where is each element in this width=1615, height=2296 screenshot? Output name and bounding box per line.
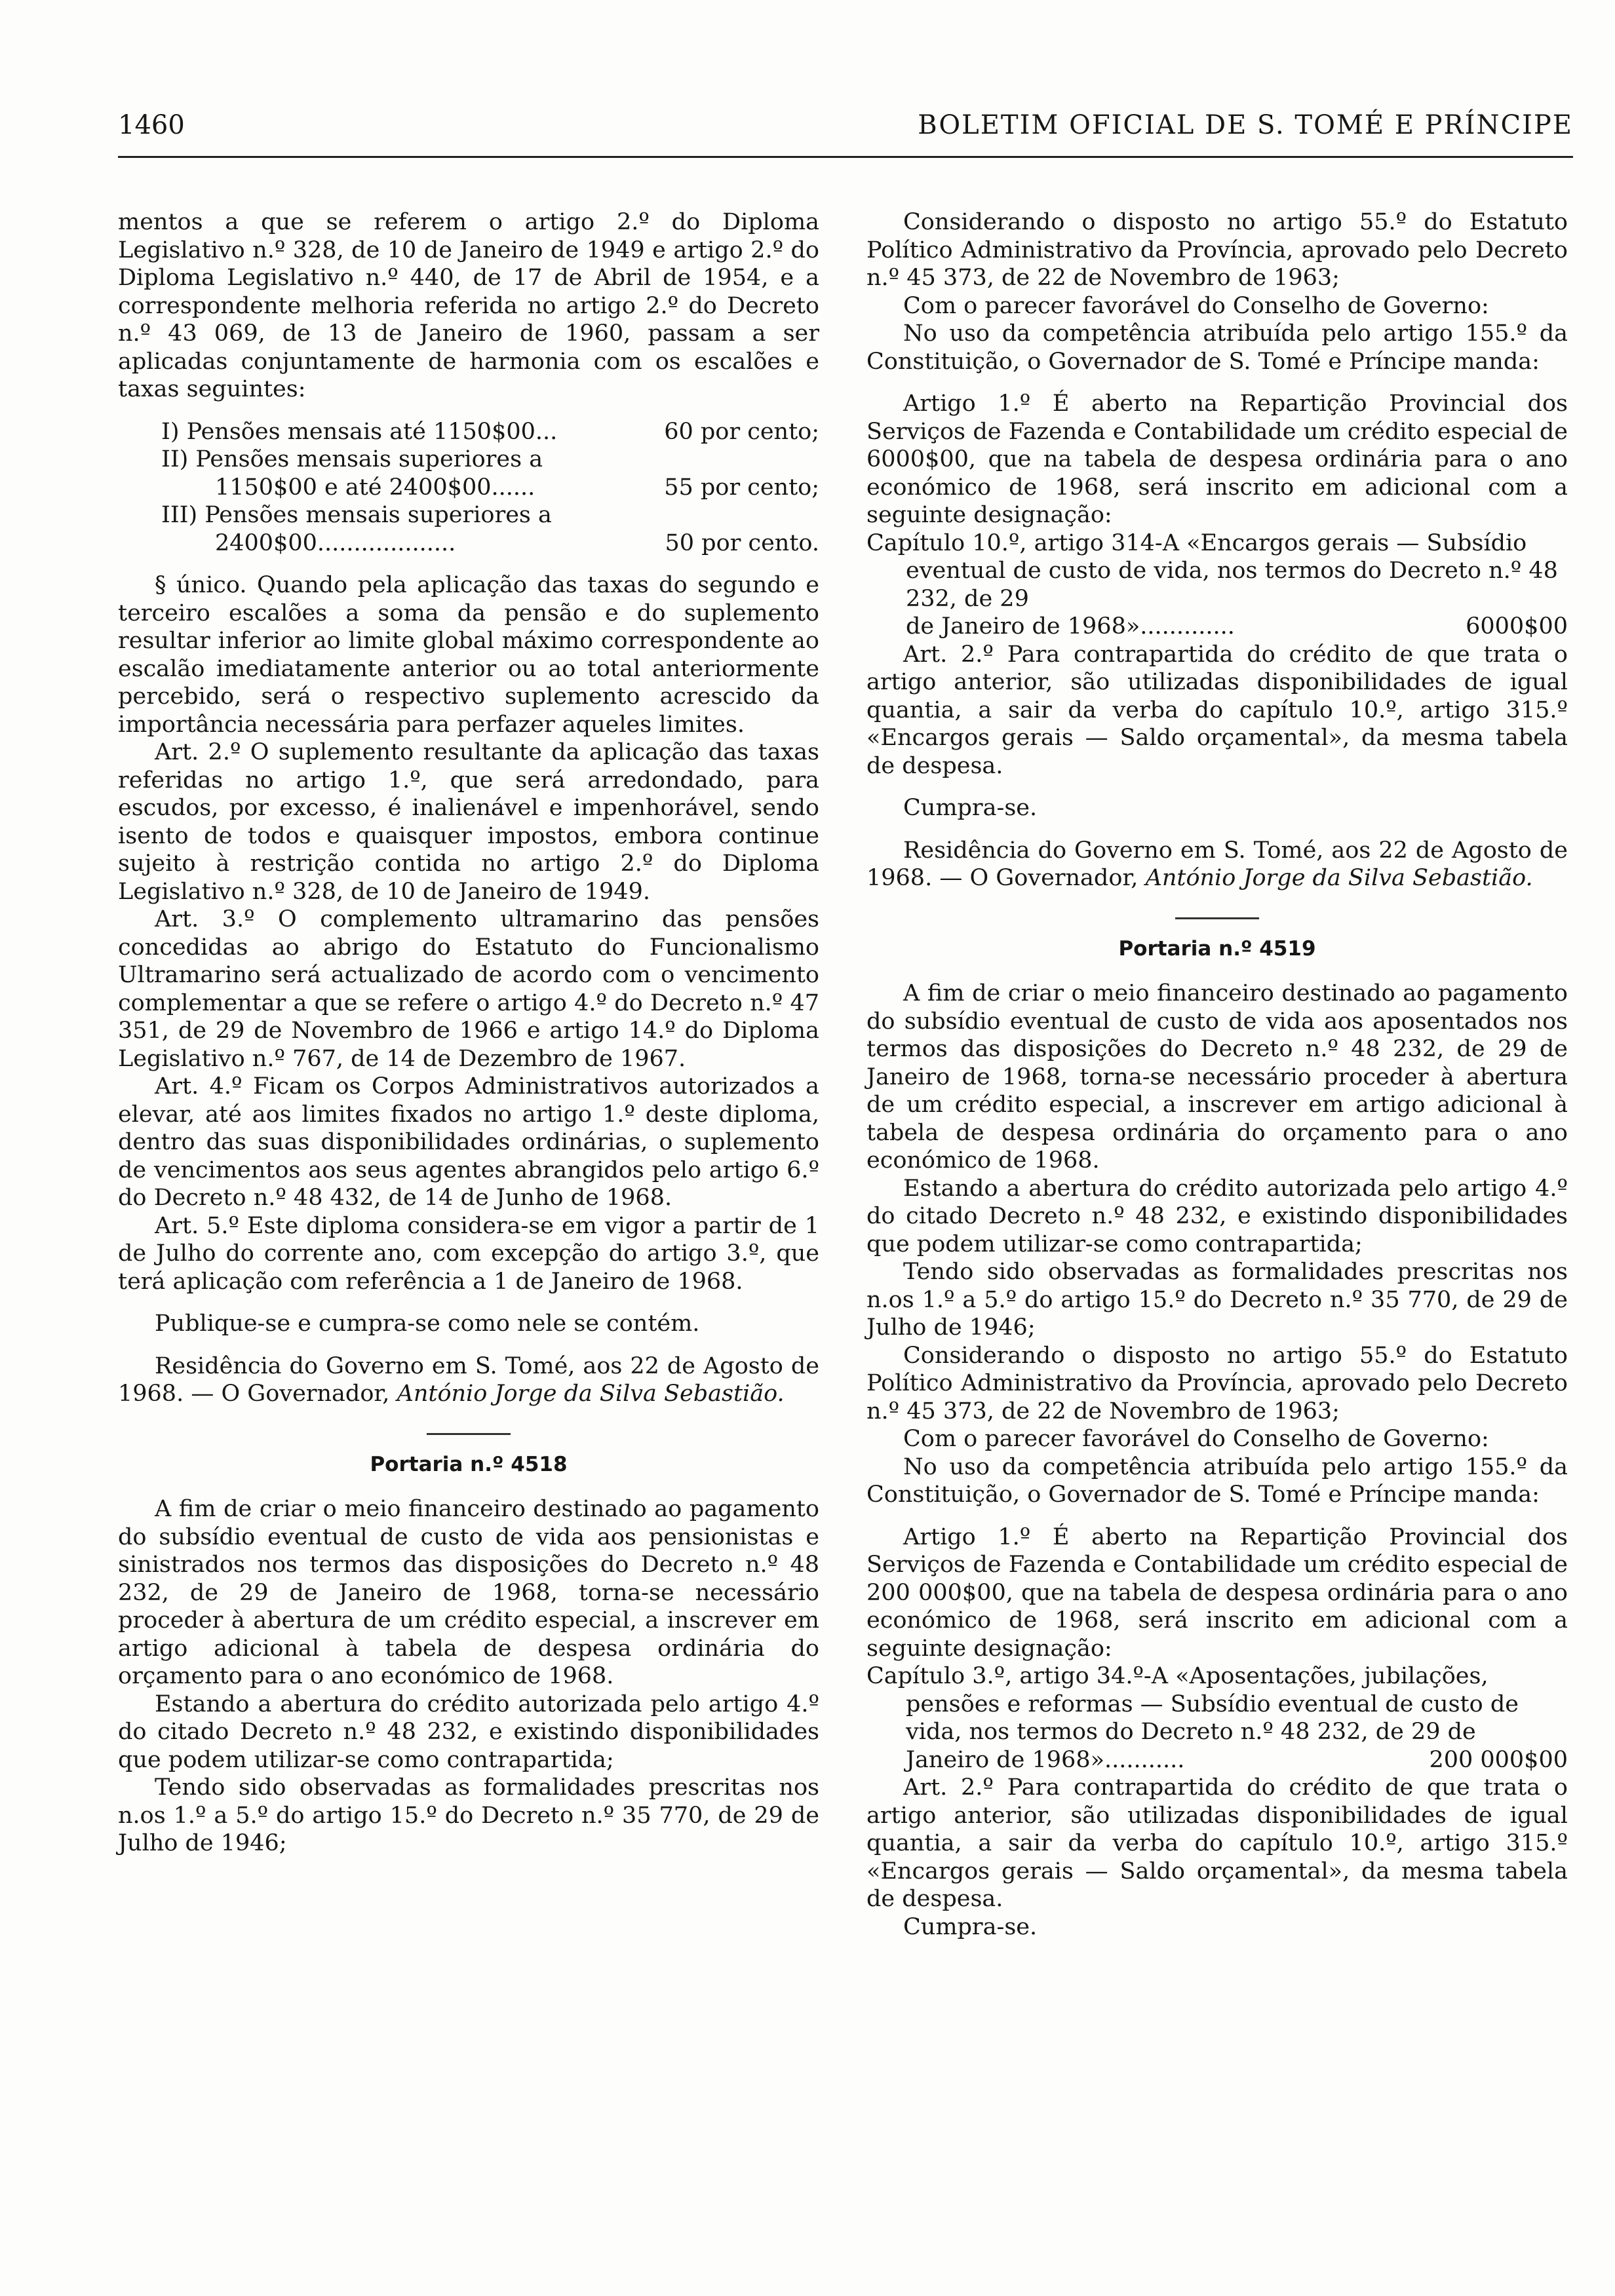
paragraph-unico: § único. Quando pela aplicação das taxas do segundo e terceiro escalões a soma da pensão e do suplemento resultar inferior ao limite global máximo correspondente ao escalão imediatamente anterior ou ao total anteriormente percebido, será o respectivo suplemento acrescido da importância necessária para perfazer aqueles limites. [118,572,819,738]
residencia-text: Residência do Governo em S. Tomé, aos 22 de Agosto de 1968. — O Governador, [118,1352,819,1407]
scale-item [118,529,819,558]
article-2: Art. 2.º O suplemento resultante da aplicação das taxas referidas no artigo 1.º, que será arredondado, para escudos, por excesso, é inalienável e impenhorável, sendo isento de todos e quaisquer impostos, embora continue sujeito à restrição contida no artigo 2.º do Diploma Legislativo n.º 328, de 10 de Janeiro de 1949. [118,739,819,905]
uso-paragraph: No uso da competência atribuída pelo artigo 155.º da Constituição, o Governador de S. Tomé e Príncipe manda: [866,320,1568,375]
running-title: BOLETIM OFICIAL DE S. TOMÉ E PRÍNCIPE [918,110,1573,140]
header-rule [118,156,1573,158]
article-2-right: Art. 2.º Para contrapartida do crédito de que trata o artigo anterior, são utilizadas disponibilidades de igual quantia, a sair da verba do capítulo 10.º, artigo 315.º «Encargos gerais — Saldo orçamental», da mesma tabela de despesa. [866,641,1568,779]
left-column [118,208,819,1858]
residencia-text: Residência do Governo em S. Tomé, aos 22 de Agosto de 1968. — O Governador, [866,837,1568,891]
budget-entry-last [866,1746,1568,1774]
governor-name: António Jorge da Silva Sebastião. [1145,865,1533,891]
portaria-4519-article-2: Art. 2.º Para contrapartida do crédito de que trata o artigo anterior, são utilizadas disponibilidades de igual quantia, a sair da verba do capítulo 10.º, artigo 315.º «Encargos gerais — Saldo orçamental», da mesma tabela de despesa. [866,1774,1568,1912]
portaria-4518-heading: Portaria n.º 4518 [370,1452,568,1476]
page-number: 1460 [118,110,185,140]
cumpra-line: Cumpra-se. [903,795,1038,821]
portaria-4519-p3: Tendo sido observadas as formalidades prescritas nos n.os 1.º a 5.º do artigo 15.º do Decreto n.º 35 770, de 29 de Julho de 1946; [866,1259,1568,1341]
scale-item-value: 55 por cento; [664,474,819,501]
budget-entry [866,529,1568,641]
article-4: Art. 4.º Ficam os Corpos Administrativos autorizados a elevar, até aos limites fixados no artigo 1.º deste diploma, dentro das suas disponibilidades ordinárias, o suplemento de vencimentos aos seus agentes abrangidos pelo artigo 6.º do Decreto n.º 48 432, de 14 de Junho de 1968. [118,1073,819,1211]
budget-amount: 6000$00 [1466,613,1568,640]
portaria-4519-heading: Portaria n.º 4519 [1118,936,1316,961]
pension-scale [118,418,819,558]
section-separator [1175,917,1259,919]
portaria-4519-p5: Com o parecer favorável do Conselho de Governo: [903,1426,1489,1452]
section-separator [427,1433,511,1435]
portaria-4518-p2: Estando a abertura do crédito autorizada pelo artigo 4.º do citado Decreto n.º 48 232, e existindo disponibilidades que podem utilizar-se como contrapartida; [118,1691,819,1773]
intro-paragraph: mentos a que se referem o artigo 2.º do Diploma Legislativo n.º 328, de 10 de Janeiro de 1949 e artigo 2.º do Diploma Legislativo n.º 440, de 17 de Abril de 1954, e a correspondente melhoria referida no artigo 2.º do Decreto n.º 43 069, de 13 de Janeiro de 1960, passam a ser aplicadas conjuntamente de harmonia com os escalões e taxas seguintes: [118,209,819,402]
portaria-4518-p1: A fim de criar o meio financeiro destinado ao pagamento do subsídio eventual de custo de vida aos pensionistas e sinistrados nos termos das disposições do Decreto n.º 48 232, de 29 de Janeiro de 1968, torna-se necessário proceder à abertura de um crédito especial, a inscrever em artigo adicional à tabela de despesa ordinária do orçamento para o ano económico de 1968. [118,1496,819,1689]
budget-entry-text: Capítulo 10.º, artigo 314-A «Encargos gerais — Subsídio eventual de custo de vida, nos termos do Decreto n.º 48 232, de 29 [866,529,1558,612]
budget-entry-line: Janeiro de 1968»........... [906,1746,1185,1773]
page-header [118,110,1573,156]
portaria-4519-p2: Estando a abertura do crédito autorizada pelo artigo 4.º do citado Decreto n.º 48 232, e existindo disponibilidades que podem utilizar-se como contrapartida; [866,1175,1568,1257]
scale-item [118,446,819,474]
scale-item-value: 50 por cento. [665,529,819,556]
article-5: Art. 5.º Este diploma considera-se em vigor a partir de 1 de Julho do corrente ano, com excepção do artigo 3.º, que terá aplicação com referência a 1 de Janeiro de 1968. [118,1212,819,1295]
publique-line: Publique-se e cumpra-se como nele se contém. [155,1311,700,1337]
scale-item [118,474,819,502]
scale-item-sub: 2400$00................... [215,529,456,556]
governor-name: António Jorge da Silva Sebastião. [397,1381,785,1407]
portaria-4519-p4: Considerando o disposto no artigo 55.º do Estatuto Político Administrativo da Província, aprovado pelo Decreto n.º 45 373, de 22 de Novembro de 1963; [866,1342,1568,1425]
parecer-paragraph: Com o parecer favorável do Conselho de Governo: [903,292,1489,319]
scale-item-label: II) Pensões mensais superiores a [161,446,543,472]
budget-amount: 200 000$00 [1429,1746,1568,1773]
article-3: Art. 3.º O complemento ultramarino das pensões concedidas ao abrigo do Estatuto do Funcionalismo Ultramarino será actualizado de acordo com o vencimento complementar a que se refere o artigo 4.º do Decreto n.º 47 351, de 29 de Novembro de 1966 e artigo 14.º do Diploma Legislativo n.º 767, de 14 de Dezembro de 1967. [118,906,819,1072]
portaria-4519-article-1: Artigo 1.º É aberto na Repartição Provincial dos Serviços de Fazenda e Contabilidade um crédito especial de 200 000$00, que na tabela de despesa ordinária para o ano económico de 1968, será inscrito em adicional com a seguinte designação: [866,1523,1568,1662]
portaria-4519-p1: A fim de criar o meio financeiro destinado ao pagamento do subsídio eventual de custo de vida aos aposentados nos termos das disposições do Decreto n.º 48 232, de 29 de Janeiro de 1968, torna-se necessário proceder à abertura de um crédito especial, a inscrever em artigo adicional à tabela de despesa ordinária do orçamento para o ano económico de 1968. [866,980,1568,1174]
budget-entry [866,1662,1568,1774]
scale-item-sub: 1150$00 e até 2400$00...... [215,474,535,501]
scale-item [118,501,819,529]
residencia-line-right [866,837,1568,892]
portaria-4519-p6: No uso da competência atribuída pelo artigo 155.º da Constituição, o Governador de S. Tomé e Príncipe manda: [866,1453,1568,1508]
scale-item-value: 60 por cento; [664,418,819,445]
budget-entry-line: de Janeiro de 1968»............. [906,613,1235,640]
scale-item-label: III) Pensões mensais superiores a [161,502,552,528]
portaria-4519-cumpra: Cumpra-se. [903,1913,1038,1940]
right-column [866,208,1568,1941]
portaria-4518-p3: Tendo sido observadas as formalidades prescritas nos n.os 1.º a 5.º do artigo 15.º do Decreto n.º 35 770, de 29 de Julho de 1946; [118,1774,819,1856]
residencia-line [118,1352,819,1408]
scale-item [118,418,819,446]
considerando-paragraph: Considerando o disposto no artigo 55.º do Estatuto Político Administrativo da Província, aprovado pelo Decreto n.º 45 373, de 22 de Novembro de 1963; [866,209,1568,291]
scale-item-label: I) Pensões mensais até 1150$00... [161,418,558,445]
article-1: Artigo 1.º É aberto na Repartição Provincial dos Serviços de Fazenda e Contabilidade um crédito especial de 6000$00, que na tabela de despesa ordinária para o ano económico de 1968, será inscrito em adicional com a seguinte designação: [866,391,1568,528]
budget-entry-text: Capítulo 3.º, artigo 34.º-A «Aposentações, jubilações, pensões e reformas — Subsídio eventual de custo de vida, nos termos do Decreto n.º 48 232, de 29 de [866,1663,1519,1745]
budget-entry-last [866,613,1568,641]
